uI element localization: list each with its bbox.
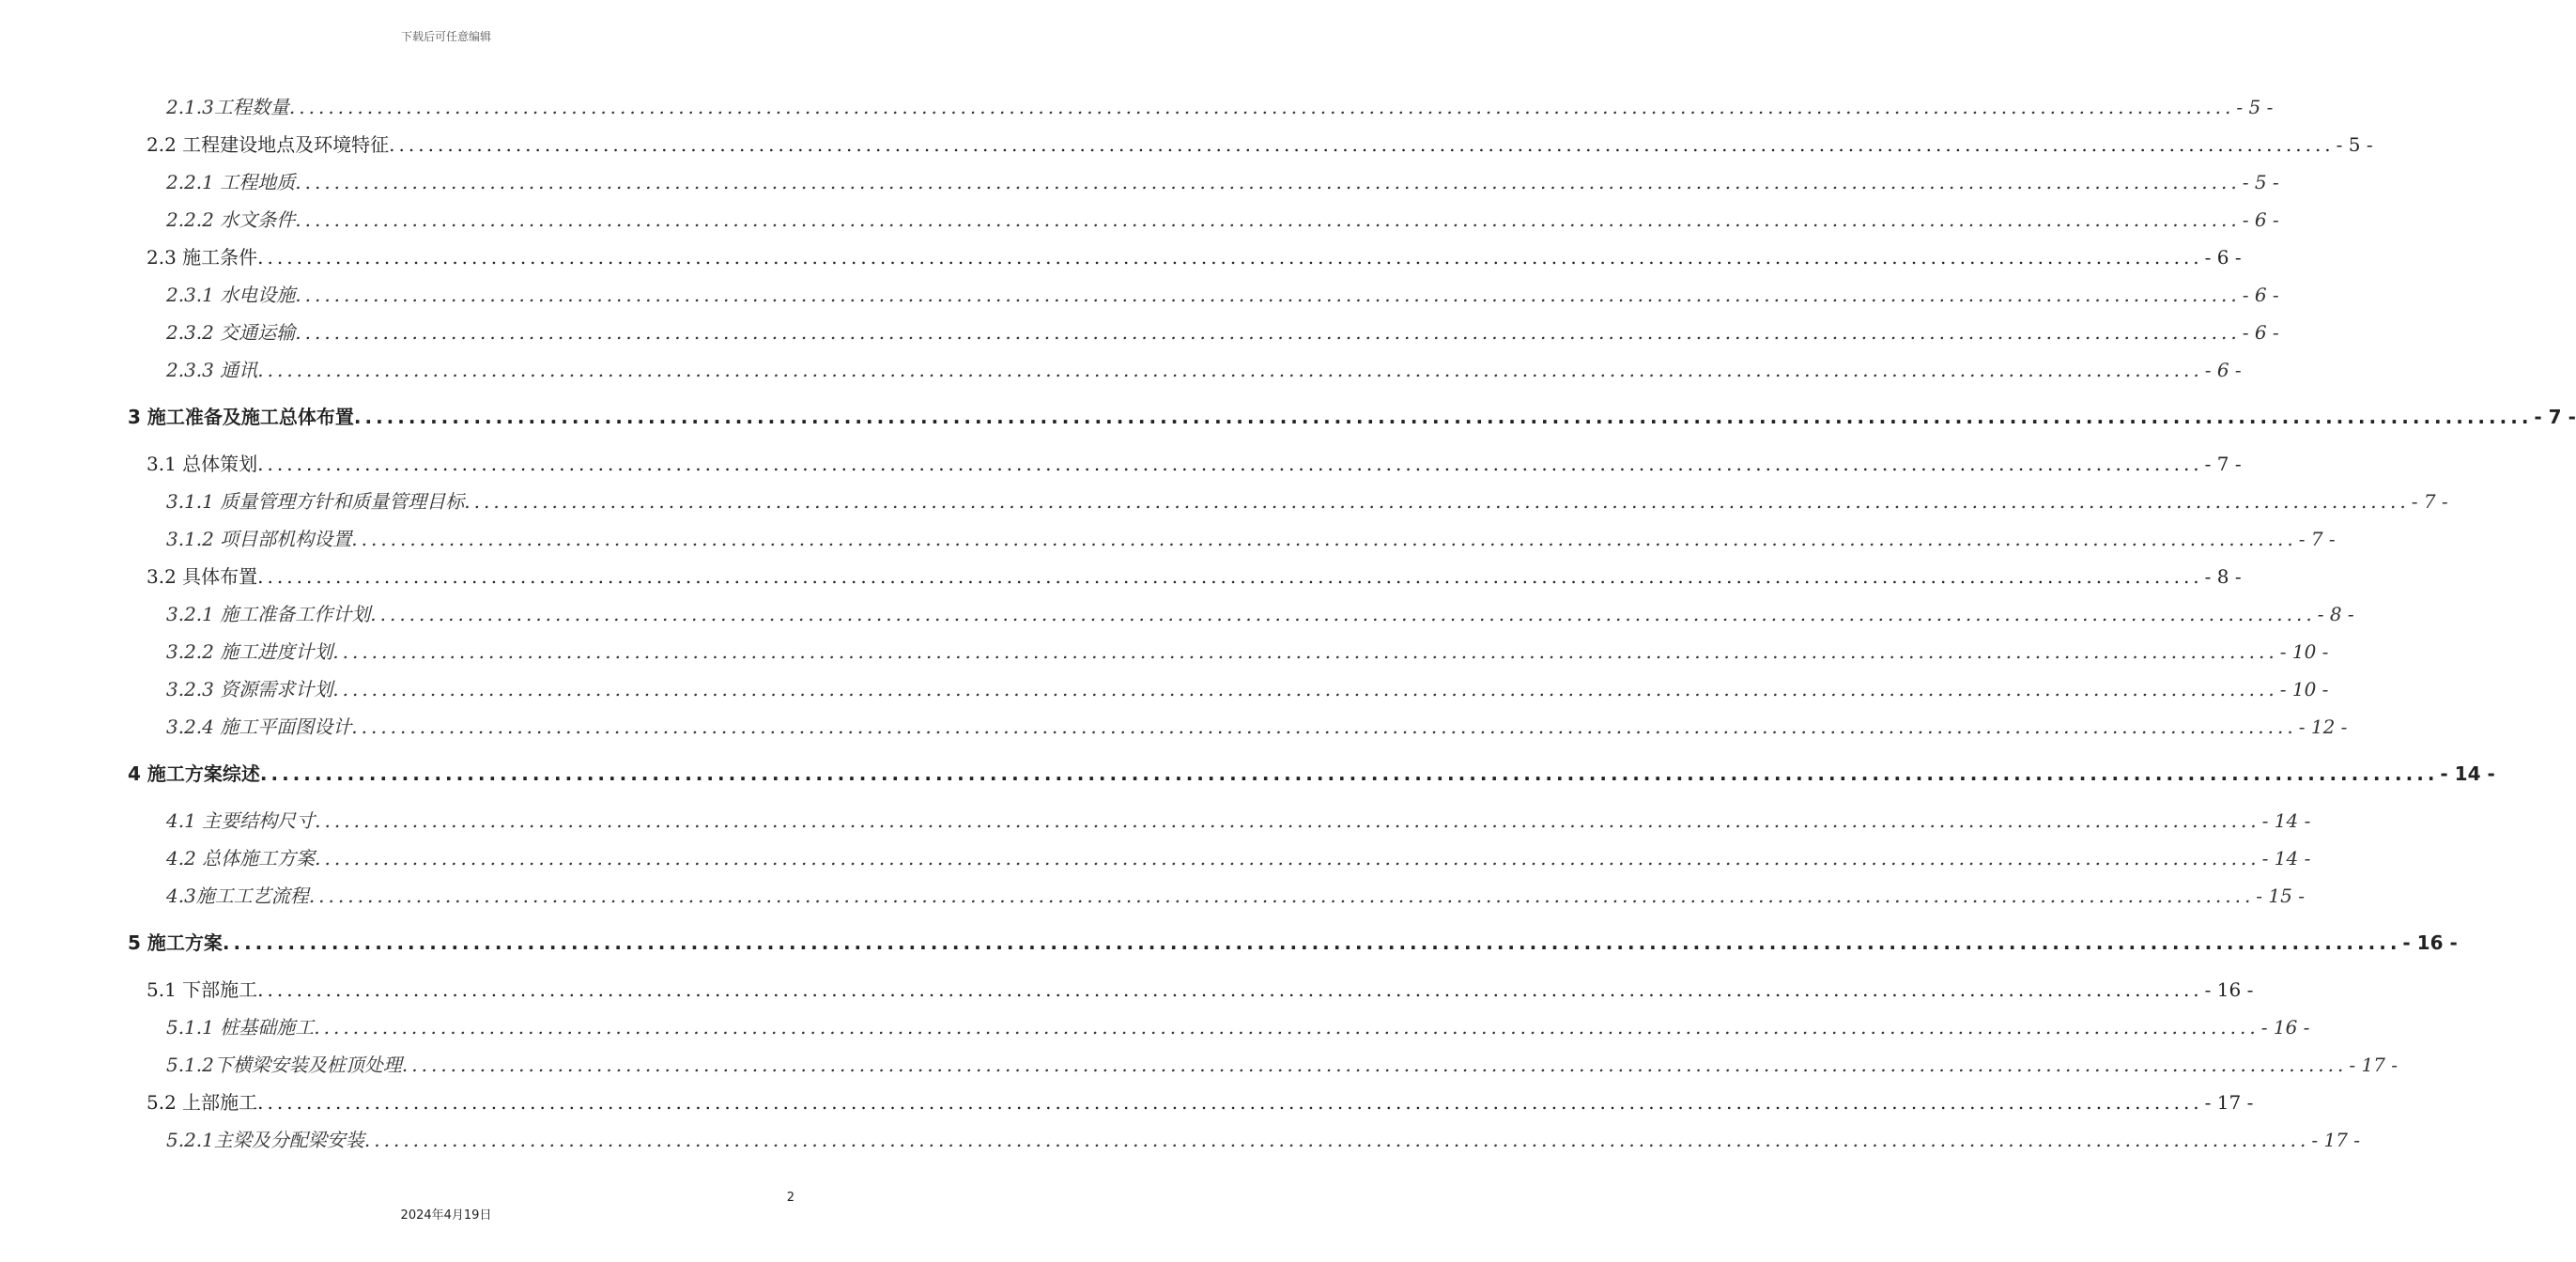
toc-entry[interactable]: [166, 1012, 2310, 1039]
toc-leader-dots: ........................................................................................................................................................................................................: [332, 678, 2278, 700]
toc-leader-dots: ........................................................................................................................................................................................................: [257, 453, 2203, 475]
toc-leader-dots: ........................................................................................................................................................................................................: [389, 133, 2335, 156]
toc-leader-dots: ........................................................................................................................................................................................................: [257, 1091, 2203, 1114]
toc-leader-dots: ........................................................................................................................................................................................................: [288, 96, 2235, 118]
toc-entry[interactable]: [166, 524, 2336, 551]
toc-entry[interactable]: [128, 759, 2495, 786]
toc-entry-title: 5.2.1主梁及分配梁安装: [166, 1129, 364, 1151]
toc-entry-page: - 6 -: [2242, 284, 2279, 306]
toc-entry-page: - 5 -: [2242, 171, 2279, 193]
toc-entry[interactable]: [147, 562, 2242, 589]
toc-leader-dots: ........................................................................................................................................................................................................: [257, 359, 2203, 381]
toc-leader-dots: ........................................................................................................................................................................................................: [257, 978, 2203, 1001]
toc-entry-page: - 15 -: [2256, 885, 2305, 907]
toc-entry-page: - 5 -: [2336, 133, 2373, 156]
toc-leader-dots: ........................................................................................................................................................................................................: [332, 640, 2278, 663]
toc-entry-title: 3.2 具体布置: [147, 565, 258, 588]
toc-entry-title: 2.3 施工条件: [147, 246, 258, 269]
toc-entry-page: - 6 -: [2204, 359, 2242, 381]
toc-entry[interactable]: [166, 674, 2329, 701]
toc-leader-dots: ........................................................................................................................................................................................................: [464, 490, 2410, 513]
toc-entry-title: 2.2.2 水文条件: [166, 208, 296, 231]
page-header: 下载后可任意编辑: [400, 30, 491, 43]
toc-entry[interactable]: [147, 975, 2254, 1002]
toc-entry-title: 2.3.1 水电设施: [166, 284, 296, 306]
toc-leader-dots: ........................................................................................................................................................................................................: [295, 321, 2241, 344]
toc-entry-page: - 8 -: [2204, 565, 2242, 588]
toc-entry-title: 4.2 总体施工方案: [166, 847, 316, 870]
toc-entry[interactable]: [147, 242, 2242, 269]
toc-leader-dots: ........................................................................................................................................................................................................: [308, 885, 2255, 907]
toc-entry-page: - 7 -: [2204, 453, 2242, 475]
toc-entry-title: 2.2 工程建设地点及环境特征: [147, 133, 390, 156]
toc-leader-dots: ........................................................................................................................................................................................................: [401, 1054, 2348, 1076]
toc-entry[interactable]: [166, 317, 2279, 345]
toc-entry-page: - 10 -: [2279, 678, 2329, 700]
toc-entry[interactable]: [166, 167, 2279, 194]
toc-entry[interactable]: [166, 92, 2274, 119]
toc-entry-title: 3.2.4 施工平面图设计: [166, 716, 352, 738]
toc-entry[interactable]: [147, 1087, 2254, 1115]
toc-leader-dots: ........................................................................................................................................................................................................: [351, 716, 2297, 738]
toc-leader-dots: ........................................................................................................................................................................................................: [353, 406, 2533, 428]
toc-entry-page: - 16 -: [2260, 1016, 2310, 1039]
toc-entry[interactable]: [166, 712, 2348, 739]
toc-entry[interactable]: [147, 449, 2242, 476]
toc-entry[interactable]: [166, 843, 2311, 870]
toc-entry-page: - 14 -: [2261, 809, 2311, 832]
toc-leader-dots: ........................................................................................................................................................................................................: [259, 762, 2439, 785]
toc-leader-dots: ........................................................................................................................................................................................................: [257, 565, 2203, 588]
toc-entry[interactable]: [166, 355, 2242, 382]
toc-entry-title: 3.2.1 施工准备工作计划: [166, 603, 371, 625]
toc-entry-page: - 8 -: [2317, 603, 2354, 625]
toc-entry[interactable]: [166, 806, 2311, 833]
toc-entry-title: 3.2.2 施工进度计划: [166, 640, 333, 663]
toc-entry-title: 2.3.2 交通运输: [166, 321, 296, 344]
toc-leader-dots: ........................................................................................................................................................................................................: [295, 208, 2241, 231]
toc-entry-title: 3.1.2 项目部机构设置: [166, 528, 352, 550]
toc-entry[interactable]: [166, 1050, 2399, 1077]
toc-leader-dots: ........................................................................................................................................................................................................: [295, 171, 2241, 193]
toc-entry-title: 3 施工准备及施工总体布置: [128, 406, 354, 428]
toc-entry[interactable]: [166, 1125, 2361, 1152]
toc-leader-dots: ........................................................................................................................................................................................................: [295, 284, 2241, 306]
toc-entry-page: - 6 -: [2242, 208, 2279, 231]
toc-entry[interactable]: [166, 881, 2305, 908]
toc-entry[interactable]: [128, 402, 2576, 429]
toc-entry-page: - 16 -: [2204, 978, 2254, 1001]
toc-leader-dots: ........................................................................................................................................................................................................: [315, 847, 2260, 870]
toc-entry[interactable]: [147, 130, 2373, 157]
toc-entry-page: - 12 -: [2298, 716, 2348, 738]
toc-entry-title: 2.3.3 通讯: [166, 359, 258, 381]
toc-leader-dots: ........................................................................................................................................................................................................: [314, 1016, 2260, 1039]
toc-entry[interactable]: [166, 486, 2448, 514]
toc-entry-title: 5.1 下部施工: [147, 978, 258, 1001]
toc-leader-dots: ........................................................................................................................................................................................................: [351, 528, 2297, 550]
toc-entry[interactable]: [166, 280, 2279, 307]
toc-entry-page: - 17 -: [2204, 1091, 2254, 1114]
toc-entry-title: 5 施工方案: [128, 931, 223, 954]
toc-entry-page: - 6 -: [2242, 321, 2279, 344]
toc-entry-title: 4.3施工工艺流程: [166, 885, 309, 907]
toc-entry-page: - 10 -: [2279, 640, 2329, 663]
toc-leader-dots: ........................................................................................................................................................................................................: [315, 809, 2260, 832]
toc-entry-page: - 6 -: [2204, 246, 2242, 269]
toc-entry-page: - 16 -: [2402, 931, 2458, 954]
toc-entry-page: - 17 -: [2349, 1054, 2399, 1076]
toc-leader-dots: ........................................................................................................................................................................................................: [257, 246, 2203, 269]
toc-entry-title: 3.1 总体策划: [147, 453, 258, 475]
toc-entry-page: - 14 -: [2261, 847, 2311, 870]
toc-leader-dots: ........................................................................................................................................................................................................: [363, 1129, 2310, 1151]
toc-entry-title: 5.1.2下横梁安装及桩顶处理: [166, 1054, 402, 1076]
page-number: 2: [786, 1191, 794, 1205]
toc-entry[interactable]: [128, 928, 2458, 955]
toc-entry-title: 5.2 上部施工: [147, 1091, 258, 1114]
toc-entry-page: - 7 -: [2411, 490, 2448, 513]
footer-date: 2024年4月19日: [400, 1208, 492, 1223]
toc-leader-dots: ........................................................................................................................................................................................................: [370, 603, 2316, 625]
toc-entry[interactable]: [166, 637, 2329, 664]
toc-leader-dots: ........................................................................................................................................................................................................: [222, 931, 2401, 954]
toc-entry-title: 5.1.1 桩基础施工: [166, 1016, 315, 1039]
toc-entry[interactable]: [166, 599, 2354, 626]
toc-entry-page: - 5 -: [2236, 96, 2274, 118]
toc-entry-title: 4 施工方案综述: [128, 762, 260, 785]
toc-entry-page: - 17 -: [2311, 1129, 2361, 1151]
toc-entry-title: 2.1.3工程数量: [166, 96, 289, 118]
toc-entry-page: - 7 -: [2298, 528, 2336, 550]
toc-entry-title: 3.2.3 资源需求计划: [166, 678, 333, 700]
toc-entry-title: 4.1 主要结构尺寸: [166, 809, 316, 832]
toc-entry-page: - 7 -: [2534, 406, 2576, 428]
toc-entry-title: 3.1.1 质量管理方针和质量管理目标: [166, 490, 465, 513]
toc-entry-title: 2.2.1 工程地质: [166, 171, 296, 193]
toc-entry-page: - 14 -: [2440, 762, 2495, 785]
toc-entry[interactable]: [166, 205, 2279, 232]
